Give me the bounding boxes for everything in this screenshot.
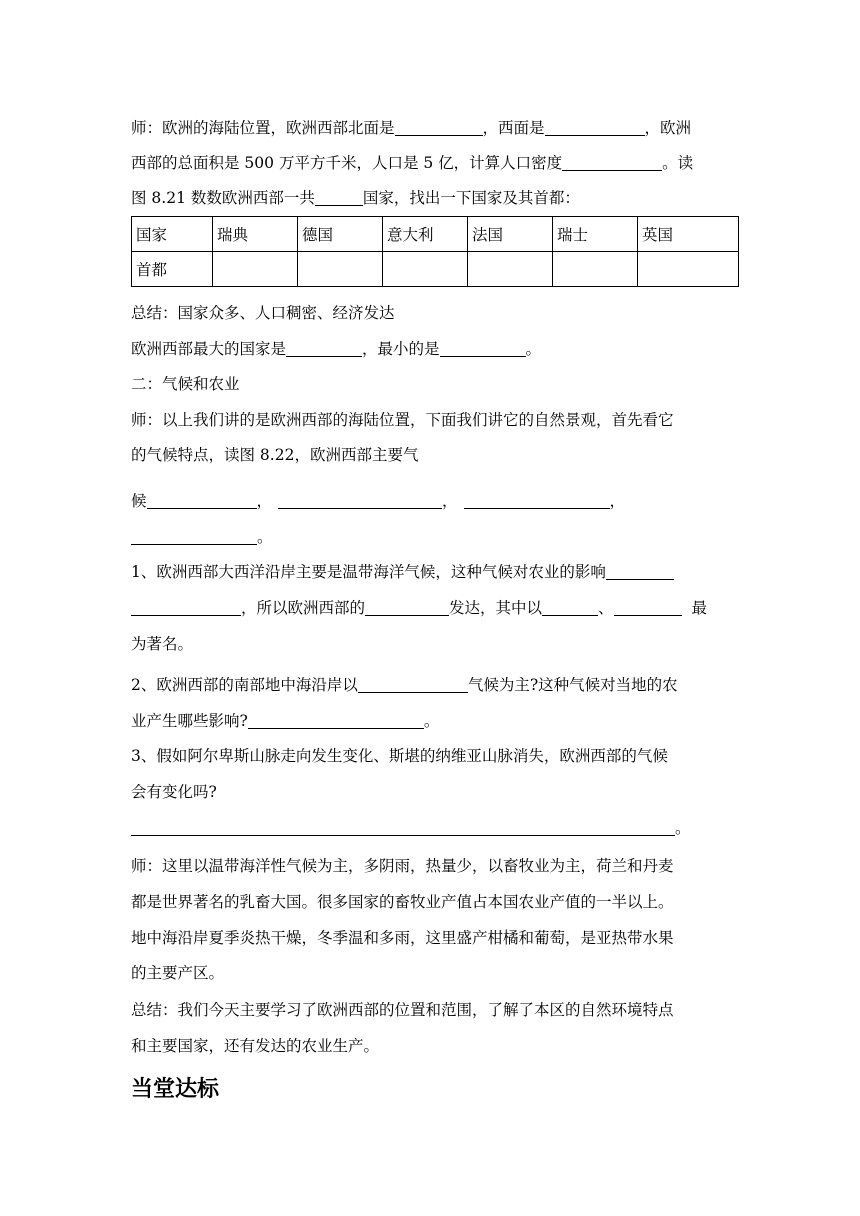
text: ，西面是 [482, 119, 545, 137]
table-cell-empty[interactable] [383, 252, 468, 287]
fill-blank[interactable] [606, 563, 674, 580]
fill-blank[interactable] [365, 599, 449, 616]
text: 业产生哪些影响? [131, 712, 248, 730]
fill-blank[interactable] [542, 599, 598, 616]
text: ， [609, 492, 626, 510]
section-title: 二：气候和农业 [131, 375, 240, 393]
fill-blank[interactable] [131, 528, 257, 545]
summary-line: 总结：国家众多、人口稠密、经济发达 [131, 304, 395, 322]
paragraph-line: 都是世界著名的乳畜大国。很多国家的畜牧业产值占本国农业产值的一半以上。 [131, 893, 674, 911]
text: ， [256, 492, 273, 510]
text: 气候为主?这种气候对当地的农 [467, 676, 678, 694]
text: 图 8.21 数数欧洲西部一共 [131, 189, 315, 207]
text: 最 [691, 599, 708, 617]
question-2 [131, 675, 678, 695]
text: 、 [598, 599, 614, 617]
text: 1、欧洲西部大西洋沿岸主要是温带海洋气候，这种气候对农业的影响 [131, 563, 606, 581]
text: 国家，找出一下国家及其首都： [362, 189, 580, 207]
fill-blank[interactable] [358, 676, 468, 693]
country-capital-table [131, 216, 739, 287]
fill-blank[interactable] [131, 819, 675, 836]
text: 。 [257, 528, 273, 546]
table-cell: 瑞士 [553, 217, 638, 252]
text: 2、欧洲西部的南部地中海沿岸以 [131, 676, 358, 694]
paragraph-line: 的主要产区。 [131, 964, 225, 982]
paragraph-line: 师：以上我们讲的是欧洲西部的海陆位置，下面我们讲它的自然景观，首先看它 [131, 411, 674, 429]
paragraph-line [131, 339, 541, 359]
fill-blank[interactable] [395, 119, 483, 136]
paragraph-line: 地中海沿岸夏季炎热干燥，冬季温和多雨，这里盛产柑橘和葡萄，是亚热带水果 [131, 929, 674, 947]
text: ， [442, 492, 458, 510]
text: 发达，其中以 [449, 599, 543, 617]
summary-line: 和主要国家，还有发达的农业生产。 [131, 1037, 380, 1055]
answer-line [131, 818, 691, 838]
table-cell: 德国 [298, 217, 383, 252]
table-cell-empty[interactable] [468, 252, 553, 287]
text: 欧洲西部最大的国家是 [131, 340, 287, 358]
question-3-cont: 会有变化吗? [131, 783, 217, 801]
fill-blank[interactable] [440, 340, 526, 357]
paragraph-line: 的气候特点，读图 8.22，欧洲西部主要气 [131, 446, 419, 464]
table-cell: 英国 [638, 217, 739, 252]
fill-blank[interactable] [562, 154, 662, 171]
table-cell: 意大利 [383, 217, 468, 252]
fill-blank[interactable] [286, 340, 362, 357]
fill-blank[interactable] [248, 712, 424, 729]
question-2-cont [131, 711, 439, 731]
table-cell-empty[interactable] [298, 252, 383, 287]
text: 候 [131, 492, 147, 510]
question-1-cont: 为著名。 [131, 635, 194, 653]
fill-blank[interactable] [315, 189, 363, 206]
text: ，最小的是 [362, 340, 440, 358]
question-1 [131, 562, 674, 582]
fill-blank[interactable] [464, 492, 610, 509]
section-heading: 当堂达标 [131, 1077, 220, 1102]
fill-blank[interactable] [545, 119, 645, 136]
table-cell: 首都 [132, 252, 213, 287]
text: ，所以欧洲西部的 [241, 599, 366, 617]
fill-blank[interactable] [147, 492, 257, 509]
fill-blank[interactable] [131, 599, 241, 616]
fill-blank[interactable] [278, 492, 442, 509]
text: 。 [675, 819, 691, 837]
table-cell-empty[interactable] [638, 252, 739, 287]
table-cell: 国家 [132, 217, 213, 252]
table-row [132, 252, 739, 287]
text: 。 [525, 340, 542, 358]
table-cell-empty[interactable] [553, 252, 638, 287]
table-row [132, 217, 739, 252]
text: 西部的总面积是 500 万平方千米，人口是 5 亿，计算人口密度 [131, 154, 563, 172]
paragraph-line [131, 188, 580, 208]
table-cell-empty[interactable] [213, 252, 298, 287]
text: 。 [423, 712, 440, 730]
table-cell: 法国 [468, 217, 553, 252]
text: 师：欧洲的海陆位置，欧洲西部北面是 [131, 119, 395, 137]
paragraph-line [131, 153, 693, 173]
table-cell: 瑞典 [213, 217, 298, 252]
text: ，欧洲 [644, 119, 692, 137]
paragraph-line: 师：这里以温带海洋性气候为主，多阴雨，热量少，以畜牧业为主，荷兰和丹麦 [131, 857, 674, 875]
question-1-cont [131, 598, 707, 618]
paragraph-line [131, 527, 273, 547]
fill-blank[interactable] [614, 599, 682, 616]
question-3: 3、假如阿尔卑斯山脉走向发生变化、斯堪的纳维亚山脉消失，欧洲西部的气候 [131, 747, 668, 765]
paragraph-line [131, 491, 625, 511]
summary-line: 总结：我们今天主要学习了欧洲西部的位置和范围，了解了本区的自然环境特点 [131, 1001, 674, 1019]
text: 。读 [662, 154, 694, 172]
paragraph-line [131, 118, 691, 138]
